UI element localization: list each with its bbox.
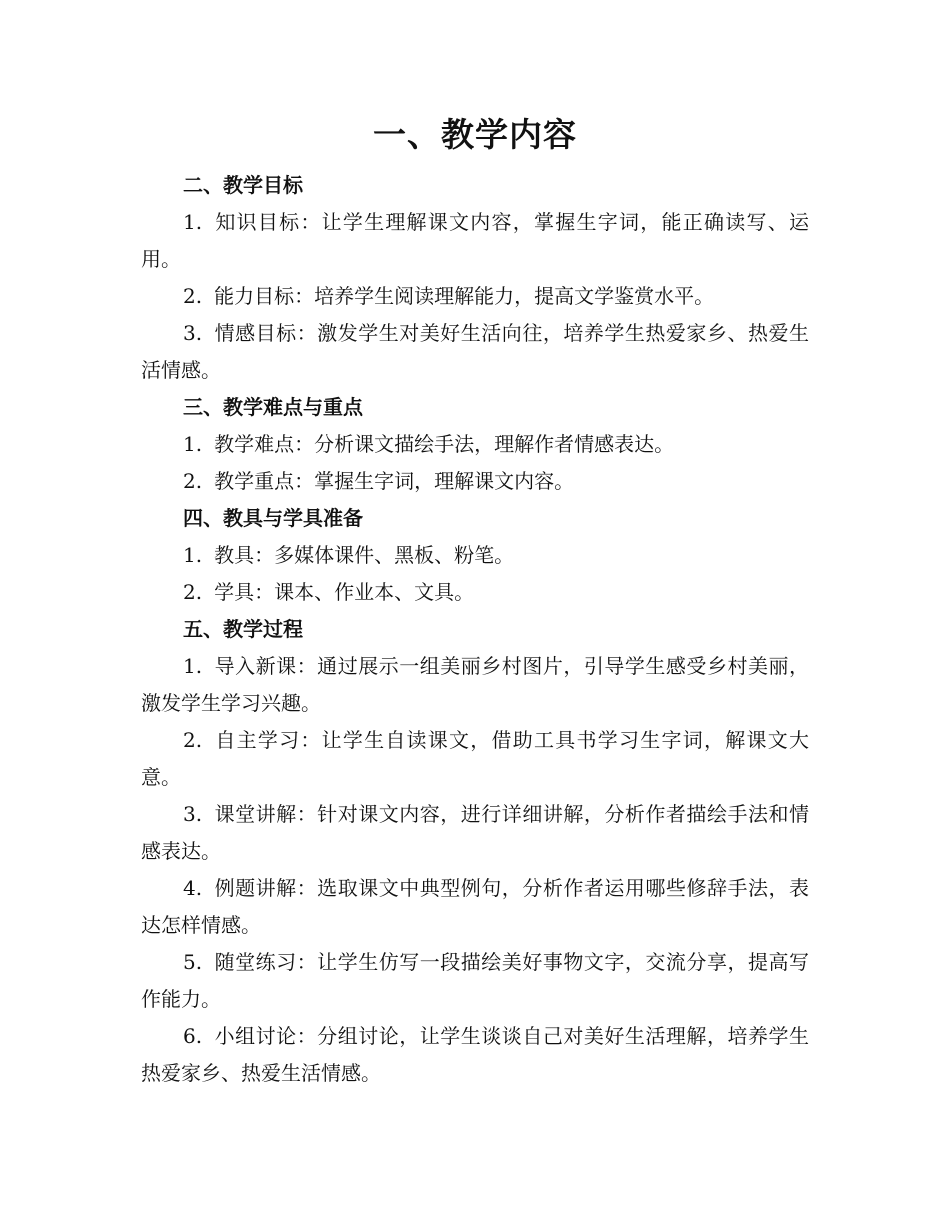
- list-item: [141, 722, 809, 796]
- item-number: 2.: [183, 580, 203, 604]
- list-item: [141, 1018, 809, 1092]
- document-body: [141, 167, 809, 1092]
- list-item: [141, 537, 809, 574]
- list-item: [141, 315, 809, 389]
- section-heading-process: 五、教学过程: [183, 617, 303, 641]
- list-item: [141, 648, 809, 722]
- list-item: [141, 944, 809, 1018]
- item-text: 自主学习：让学生自读课文，借助工具书学习生字词，解课文大意。: [141, 728, 809, 789]
- item-number: 4.: [183, 876, 203, 900]
- list-item: [141, 463, 809, 500]
- list-item: [141, 870, 809, 944]
- section-heading-objectives: 二、教学目标: [183, 173, 303, 197]
- item-number: 1.: [183, 543, 203, 567]
- item-number: 3.: [183, 802, 203, 826]
- item-text: 课堂讲解：针对课文内容，进行详细讲解，分析作者描绘手法和情感表达。: [141, 802, 809, 863]
- item-text: 情感目标：激发学生对美好生活向往，培养学生热爱家乡、热爱生活情感。: [141, 321, 809, 382]
- item-text: 能力目标：培养学生阅读理解能力，提高文学鉴赏水平。: [214, 284, 715, 308]
- item-number: 2.: [183, 284, 203, 308]
- item-text: 导入新课：通过展示一组美丽乡村图片，引导学生感受乡村美丽，激发学生学习兴趣。: [141, 654, 809, 715]
- item-text: 例题讲解：选取课文中典型例句，分析作者运用哪些修辞手法，表达怎样情感。: [141, 876, 809, 937]
- item-text: 教学重点：掌握生字词，理解课文内容。: [214, 469, 575, 493]
- list-item: [141, 574, 809, 611]
- section-heading-materials: 四、教具与学具准备: [183, 506, 363, 530]
- item-number: 3.: [183, 321, 203, 345]
- list-item: [141, 796, 809, 870]
- item-text: 教具：多媒体课件、黑板、粉笔。: [214, 543, 515, 567]
- item-number: 6.: [183, 1024, 203, 1048]
- item-number: 1.: [183, 654, 203, 678]
- item-number: 2.: [183, 469, 203, 493]
- item-number: 1.: [183, 210, 203, 234]
- item-text: 学具：课本、作业本、文具。: [214, 580, 475, 604]
- list-item: [141, 204, 809, 278]
- item-text: 教学难点：分析课文描绘手法，理解作者情感表达。: [214, 432, 675, 456]
- item-number: 5.: [183, 950, 203, 974]
- list-item: [141, 278, 809, 315]
- section-heading-key-points: 三、教学难点与重点: [183, 395, 363, 419]
- item-text: 小组讨论：分组讨论，让学生谈谈自己对美好生活理解，培养学生热爱家乡、热爱生活情感。: [141, 1024, 809, 1085]
- list-item: [141, 426, 809, 463]
- document-title: 一、教学内容: [373, 115, 577, 154]
- item-text: 随堂练习：让学生仿写一段描绘美好事物文字，交流分享，提高写作能力。: [141, 950, 809, 1011]
- item-number: 2.: [183, 728, 203, 752]
- item-number: 1.: [183, 432, 203, 456]
- item-text: 知识目标：让学生理解课文内容，掌握生字词，能正确读写、运用。: [141, 210, 809, 271]
